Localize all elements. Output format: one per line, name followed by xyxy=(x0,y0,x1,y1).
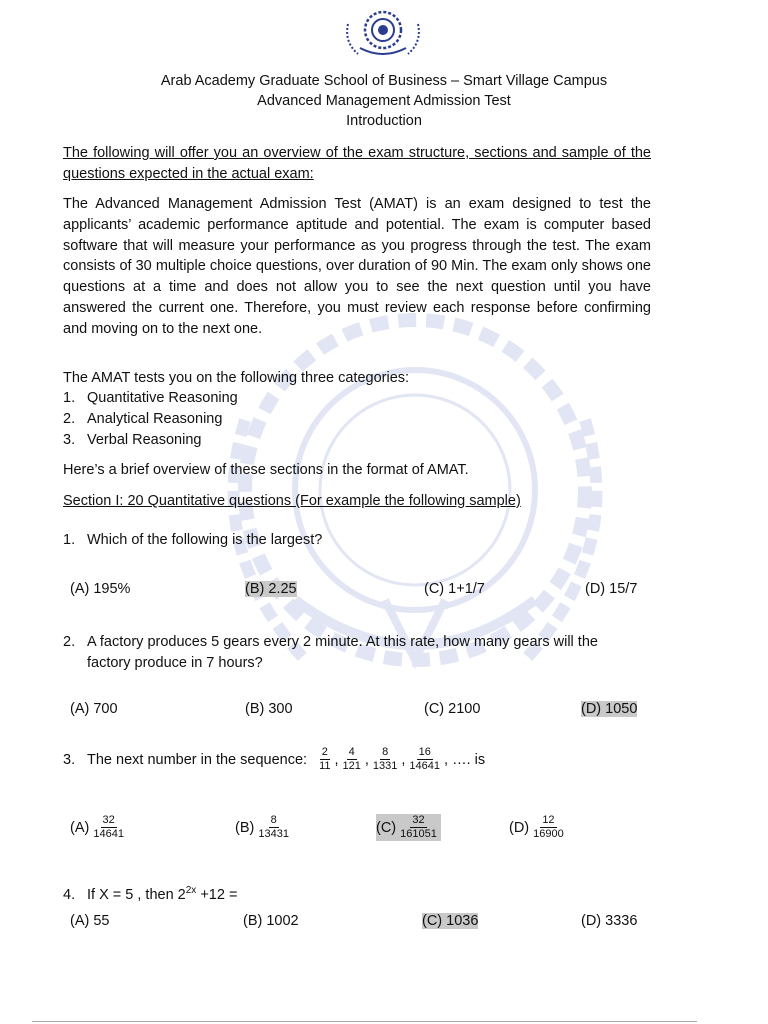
section-title: Section I: 20 Quantitative questions (For example the following sample) xyxy=(63,493,521,509)
list-item: 3. Verbal Reasoning xyxy=(63,431,202,448)
header-section: Introduction xyxy=(346,113,422,129)
q4-option-b[interactable]: (B) 1002 xyxy=(243,913,299,929)
q1-option-a[interactable]: (A) 195% xyxy=(70,581,131,597)
q2-option-d[interactable]: (D) 1050 xyxy=(581,701,638,717)
question-3: 3. The next number in the sequence: $\frac{2}{11}$ , $\frac{4}{121}$ , $\frac{8}{1331}$ , $\frac{16}{14641}$ , …. is xyxy=(63,746,486,772)
q3-option-c[interactable]: (C) $\frac{32}{161051}$ xyxy=(376,814,441,841)
overview-text: Here’s a brief overview of these sections in the format of AMAT. xyxy=(63,462,469,478)
q3-option-a[interactable]: (A) $\frac{32}{14641}$ xyxy=(70,814,124,840)
list-item: 2. Analytical Reasoning xyxy=(63,410,223,427)
sequence-term: $\frac{8}{1331}$ xyxy=(372,746,398,772)
sequence-term: $\frac{4}{121}$ xyxy=(342,746,361,772)
q4-option-c[interactable]: (C) 1036 xyxy=(422,913,479,929)
q2-option-b[interactable]: (B) 300 xyxy=(245,701,293,717)
categories-lead: The AMAT tests you on the following three categories: xyxy=(63,370,410,386)
q1-option-d[interactable]: (D) 15/7 xyxy=(585,581,638,597)
q3-option-b[interactable]: (B) $\frac{8}{13431}$ xyxy=(235,814,289,840)
header-institution: Arab Academy Graduate School of Business – Smart Village Campus xyxy=(160,73,608,89)
q2-option-a[interactable]: (A) 700 xyxy=(70,701,118,717)
q3-option-d[interactable]: (D) $\frac{12}{16900}$ xyxy=(509,814,564,840)
intro-paragraph: The Advanced Management Admission Test (AMAT) is an exam designed to test the applicants’ academic performance aptitude and potential. The exam is computer based software that will measure your performance as you progress through the test. The exam consists of 30 multiple choice questions, over duration of 90 Min. The exam only shows one questions at a time and does not allow you to see the next question until you have answered the current one. Therefore, you must review each response before confirming and moving on to the next one. xyxy=(63,196,651,337)
list-item: 1. Quantitative Reasoning xyxy=(63,390,238,406)
question-1: 1. Which of the following is the largest? xyxy=(63,532,323,548)
footer-divider xyxy=(32,1021,697,1022)
question-4: 4. If X = 5 , then $2^{2x} +12$ = xyxy=(63,885,238,903)
q4-option-a[interactable]: (A) 55 xyxy=(70,913,110,929)
question-2: 2. A factory produces 5 gears every 2 minute. At this rate, how many gears will the factory produce in 7 hours? xyxy=(63,634,598,671)
academy-seal-logo xyxy=(340,8,426,60)
intro-heading: The following will offer you an overview of the exam structure, sections and sample of the questions expected in the actual exam: xyxy=(63,145,651,182)
sequence-term: $\frac{2}{11}$ xyxy=(319,746,331,772)
header-test-name: Advanced Management Admission Test xyxy=(257,93,511,109)
categories-list xyxy=(63,388,238,450)
q1-option-b[interactable]: (B) 2.25 xyxy=(245,581,297,597)
q1-option-c[interactable]: (C) 1+1/7 xyxy=(424,581,485,597)
sequence-term: $\frac{16}{14641}$ xyxy=(409,746,441,772)
q2-option-c[interactable]: (C) 2100 xyxy=(424,701,481,717)
q4-option-d[interactable]: (D) 3336 xyxy=(581,913,638,929)
